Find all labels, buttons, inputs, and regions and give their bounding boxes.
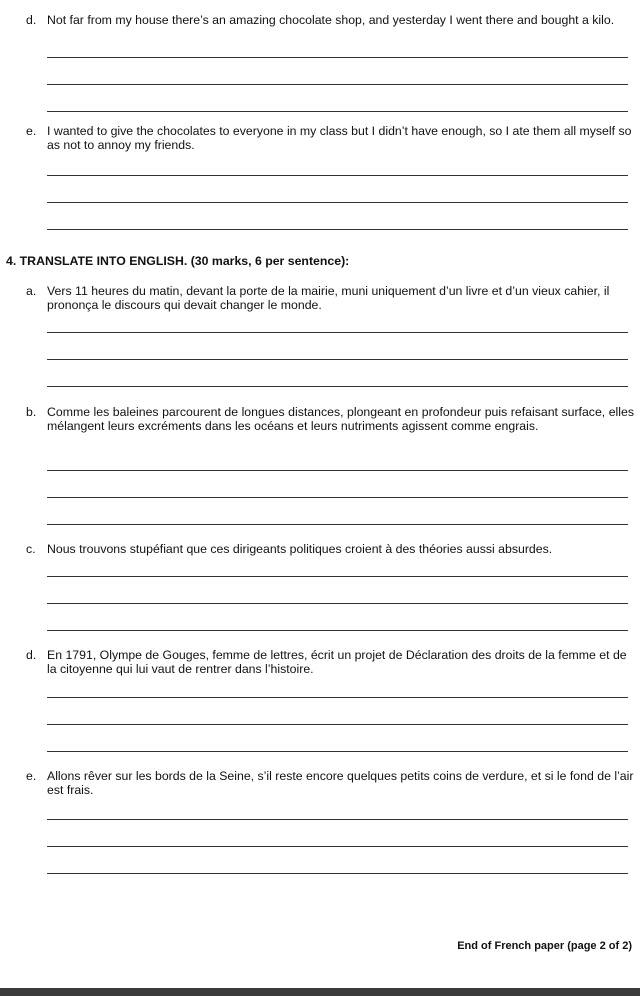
question-4b: [26, 405, 634, 433]
answer-line[interactable]: [47, 497, 628, 498]
question-text: Allons rêver sur les bords de la Seine, s’il reste encore quelques petits coins de verdure, et si le fond de l’air est frais.: [47, 769, 634, 797]
question-4e: [26, 769, 634, 797]
answer-line[interactable]: [47, 84, 628, 85]
answer-line[interactable]: [47, 111, 628, 112]
page-footer: End of French paper (page 2 of 2): [457, 940, 632, 952]
question-letter: c.: [26, 542, 36, 556]
answer-line[interactable]: [47, 202, 628, 203]
question-letter: e.: [26, 124, 37, 138]
answer-line[interactable]: [47, 751, 628, 752]
question-letter: e.: [26, 769, 37, 783]
answer-line[interactable]: [47, 470, 628, 471]
answer-line[interactable]: [47, 229, 628, 230]
question-text: Vers 11 heures du matin, devant la porte de la mairie, muni uniquement d’un livre et d’un vieux cahier, il prononça le discours qui devait changer le monde.: [47, 284, 610, 312]
question-text: Nous trouvons stupéfiant que ces dirigeants politiques croient à des théories aussi absurdes.: [47, 542, 553, 556]
question-letter: b.: [26, 405, 37, 419]
question-text: I wanted to give the chocolates to everyone in my class but I didn’t have enough, so I ate them all myself so as not to annoy my friends.: [47, 124, 632, 152]
question-text: Comme les baleines parcourent de longues distances, plongeant en profondeur puis refaisant surface, elles mélangent leurs excréments dans les océans et leurs nutriments agissent comme engrais.: [47, 405, 634, 433]
answer-line[interactable]: [47, 332, 628, 333]
answer-line[interactable]: [47, 846, 628, 847]
answer-line[interactable]: [47, 359, 628, 360]
question-4d: [26, 648, 634, 676]
answer-line[interactable]: [47, 697, 628, 698]
question-3e: [26, 124, 634, 152]
section-heading: 4. TRANSLATE INTO ENGLISH. (30 marks, 6 per sentence):: [6, 254, 350, 268]
answer-line[interactable]: [47, 603, 628, 604]
question-letter: a.: [26, 284, 37, 298]
question-letter: d.: [26, 648, 37, 662]
bottom-scroll-bar: [0, 988, 640, 996]
question-3d: [26, 13, 634, 27]
question-4a: [26, 284, 634, 312]
answer-line[interactable]: [47, 873, 628, 874]
answer-line[interactable]: [47, 724, 628, 725]
answer-line[interactable]: [47, 57, 628, 58]
question-text: En 1791, Olympe de Gouges, femme de lettres, écrit un projet de Déclaration des droits de la femme et de la citoyenne qui lui vaut de rentrer dans l’histoire.: [47, 648, 627, 676]
answer-line[interactable]: [47, 630, 628, 631]
answer-line[interactable]: [47, 386, 628, 387]
question-letter: d.: [26, 13, 37, 27]
question-text: Not far from my house there’s an amazing chocolate shop, and yesterday I went there and bought a kilo.: [47, 13, 615, 27]
answer-line[interactable]: [47, 524, 628, 525]
answer-line[interactable]: [47, 175, 628, 176]
answer-line[interactable]: [47, 819, 628, 820]
answer-line[interactable]: [47, 576, 628, 577]
question-4c: [26, 542, 634, 556]
